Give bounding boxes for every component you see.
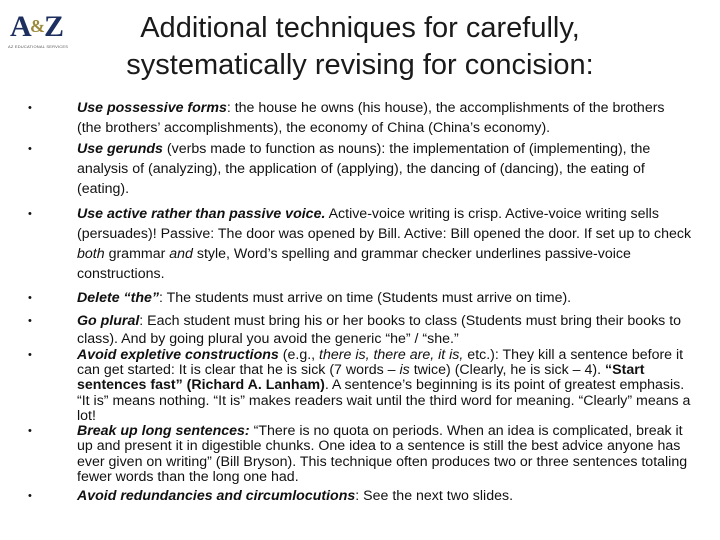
bullet-dot-icon: • [28, 349, 32, 361]
bullet-lead: Use possessive forms [77, 100, 227, 116]
svg-text:A: A [10, 10, 32, 43]
bullet-emphasis: and [169, 246, 193, 262]
bullet-text: Active-voice writing is crisp. Active-voice writing sells (persuades)! Passive: The door was opened by Bill. Active: Bill opened the door. If set up to check [77, 206, 692, 242]
bullet-go-plural [28, 313, 692, 348]
bullet-dot-icon: • [28, 208, 32, 220]
title-line-2: systematically revising for concision: [126, 49, 594, 81]
bullet-quote: “Start sentences fast” (Richard A. Lanham) [77, 362, 645, 394]
bullet-text: : The students must arrive on time (Students must arrive on time). [159, 290, 572, 306]
bullet-lead: Delete “the” [77, 290, 159, 306]
bullet-gerunds [28, 139, 692, 199]
bullet-lead: Go plural [77, 313, 140, 329]
bullet-text: grammar [104, 246, 170, 262]
bullet-dot-icon: • [28, 102, 32, 114]
bullet-emphasis: both [77, 246, 105, 262]
bullet-text: twice) (Clearly, he is sick – 4). [409, 362, 606, 379]
bullet-expletive-constructions [28, 348, 692, 424]
bullet-text: etc.): They kill a sentence before it can get started: It is clear that he is sick (7 words – [77, 347, 684, 379]
bullet-lead: Break up long sentences: [77, 423, 250, 440]
bullet-emphasis: is [399, 362, 410, 379]
bullet-list [28, 98, 692, 505]
title-line-1: Additional techniques for carefully, [140, 12, 580, 44]
logo-mark-icon [8, 6, 88, 44]
slide-title [90, 10, 630, 84]
bullet-lead: Avoid expletive constructions [77, 347, 279, 363]
bullet-text: . A sentence’s beginning is its point of greatest emphasis. “It is” means nothing. “It is” makes readers wait until the third word for meaning. “Clearly” means a lot! [77, 377, 691, 424]
bullet-dot-icon: • [28, 315, 32, 327]
bullet-delete-the [28, 288, 692, 308]
svg-text:&: & [30, 16, 45, 36]
bullet-dot-icon: • [28, 425, 32, 438]
logo-caption: AZ EDUCATIONAL SERVICES [8, 44, 69, 49]
bullet-lead: Use active rather than passive voice. [77, 206, 326, 222]
bullet-text: : the house he owns (his house), the accomplishments of the brothers (the brothers’ accomplishments), the economy of China (China’s economy). [77, 100, 665, 136]
bullet-text: (verbs made to function as nouns): the implementation of (implementing), the analysis of (analyzing), the application of (applying), the dancing of (dancing), the eating of (eating). [77, 141, 651, 197]
bullet-text: (e.g., [278, 347, 320, 363]
bullet-lead: Avoid redundancies and circumlocutions [77, 487, 356, 504]
bullet-text: style, Word’s spelling and grammar checker underlines passive-voice constructions. [77, 246, 631, 282]
bullet-possessive-forms [28, 98, 692, 138]
bullet-redundancies [28, 488, 692, 505]
company-logo [8, 6, 88, 54]
bullet-emphasis: there is, there are, it is, [319, 347, 464, 363]
bullet-text: : Each student must bring his or her books to class (Students must bring their books to class). And by going plural you avoid the generic “he” / “she.” [77, 313, 682, 347]
bullet-dot-icon: • [28, 292, 32, 304]
bullet-text: : See the next two slides. [355, 487, 514, 504]
bullet-long-sentences [28, 424, 692, 486]
bullet-dot-icon: • [28, 143, 32, 155]
bullet-text: “There is no quota on periods. When an idea is complicated, break it up and present it in digestible chunks. One idea to a sentence is still the best advice anyone has ever given on writing” (Bill Bryson). This technique often produces two or three sentences totaling fewer words than the long one had. [77, 423, 688, 486]
bullet-lead: Use gerunds [77, 141, 163, 157]
bullet-dot-icon: • [28, 489, 32, 502]
svg-text:Z: Z [44, 10, 65, 43]
bullet-active-voice [28, 204, 692, 284]
